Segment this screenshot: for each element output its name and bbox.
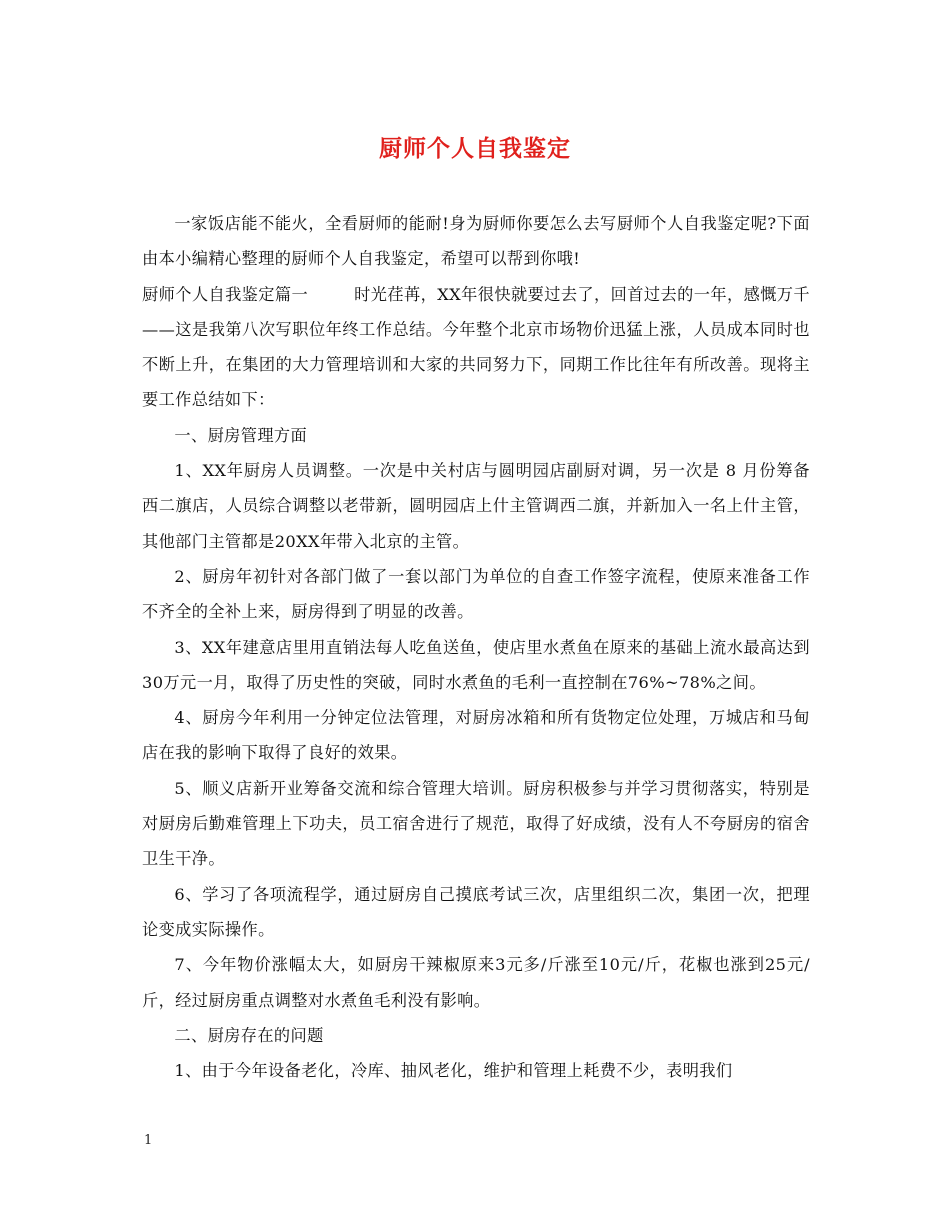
list-item: 5、顺义店新开业筹备交流和综合管理大培训。厨房积极参与并学习贯彻落实，特别是对厨房后勤难管理上下功夫，员工宿舍进行了规范，取得了好成绩，没有人不夸厨房的宿舍卫生干净。 (142, 778, 810, 869)
list-item: 2、厨房年初针对各部门做了一套以部门为单位的自查工作签字流程，使原来准备工作不齐全的全补上来，厨房得到了明显的改善。 (142, 566, 810, 622)
section-intro-text: 时光荏苒，XX年很快就要过去了，回首过去的一年，感慨万千——这是我第八次写职位年终工作总结。今年整个北京市场物价迅猛上涨，人员成本同时也不断上升，在集团的大力管理培训和大家的共同努力下，同期工作比往年有所改善。现将主要工作总结如下： (142, 284, 811, 410)
document-title: 厨师个人自我鉴定 (379, 135, 571, 162)
list-item: 4、厨房今年利用一分钟定位法管理，对厨房冰箱和所有货物定位处理，万城店和马甸店在我的影响下取得了良好的效果。 (142, 708, 810, 763)
list-item: 3、XX年建意店里用直销法每人吃鱼送鱼，使店里水煮鱼在原来的基础上流水最高达到30万元一月，取得了历史性的突破，同时水煮鱼的毛利一直控制在76%~78%之间。 (142, 637, 810, 692)
list-item: 1、XX年厨房人员调整。一次是中关村店与圆明园店副厨对调，另一次是 8 月份筹备西二旗店，人员综合调整以老带新，圆明园店上什主管调西二旗，并新加入一名上什主管，其他部门主管都是20XX年带入北京的主管。 (142, 461, 810, 551)
section-heading-kitchen-problems: 二、厨房存在的问题 (174, 1025, 324, 1045)
page-number: 1 (144, 1133, 153, 1148)
list-item: 1、由于今年设备老化，冷库、抽风老化，维护和管理上耗费不少，表明我们 (174, 1061, 733, 1081)
intro-paragraph: 一家饭店能不能火，全看厨师的能耐!身为厨师你要怎么去写厨师个人自我鉴定呢?下面由本小编精心整理的厨师个人自我鉴定，希望可以帮到你哦! (142, 214, 810, 269)
list-item: 7、今年物价涨幅太大，如厨房干辣椒原来3元多/斤涨至10元/斤，花椒也涨到25元/斤，经过厨房重点调整对水煮鱼毛利没有影响。 (142, 955, 810, 1010)
document-body (142, 206, 810, 1088)
section-intro-paragraph (142, 277, 810, 418)
section-heading-kitchen-management: 一、厨房管理方面 (174, 425, 308, 445)
section-label: 厨师个人自我鉴定篇一 (142, 284, 309, 304)
list-item: 6、学习了各项流程学，通过厨房自己摸底考试三次，店里组织二次，集团一次，把理论变成实际操作。 (142, 884, 810, 939)
